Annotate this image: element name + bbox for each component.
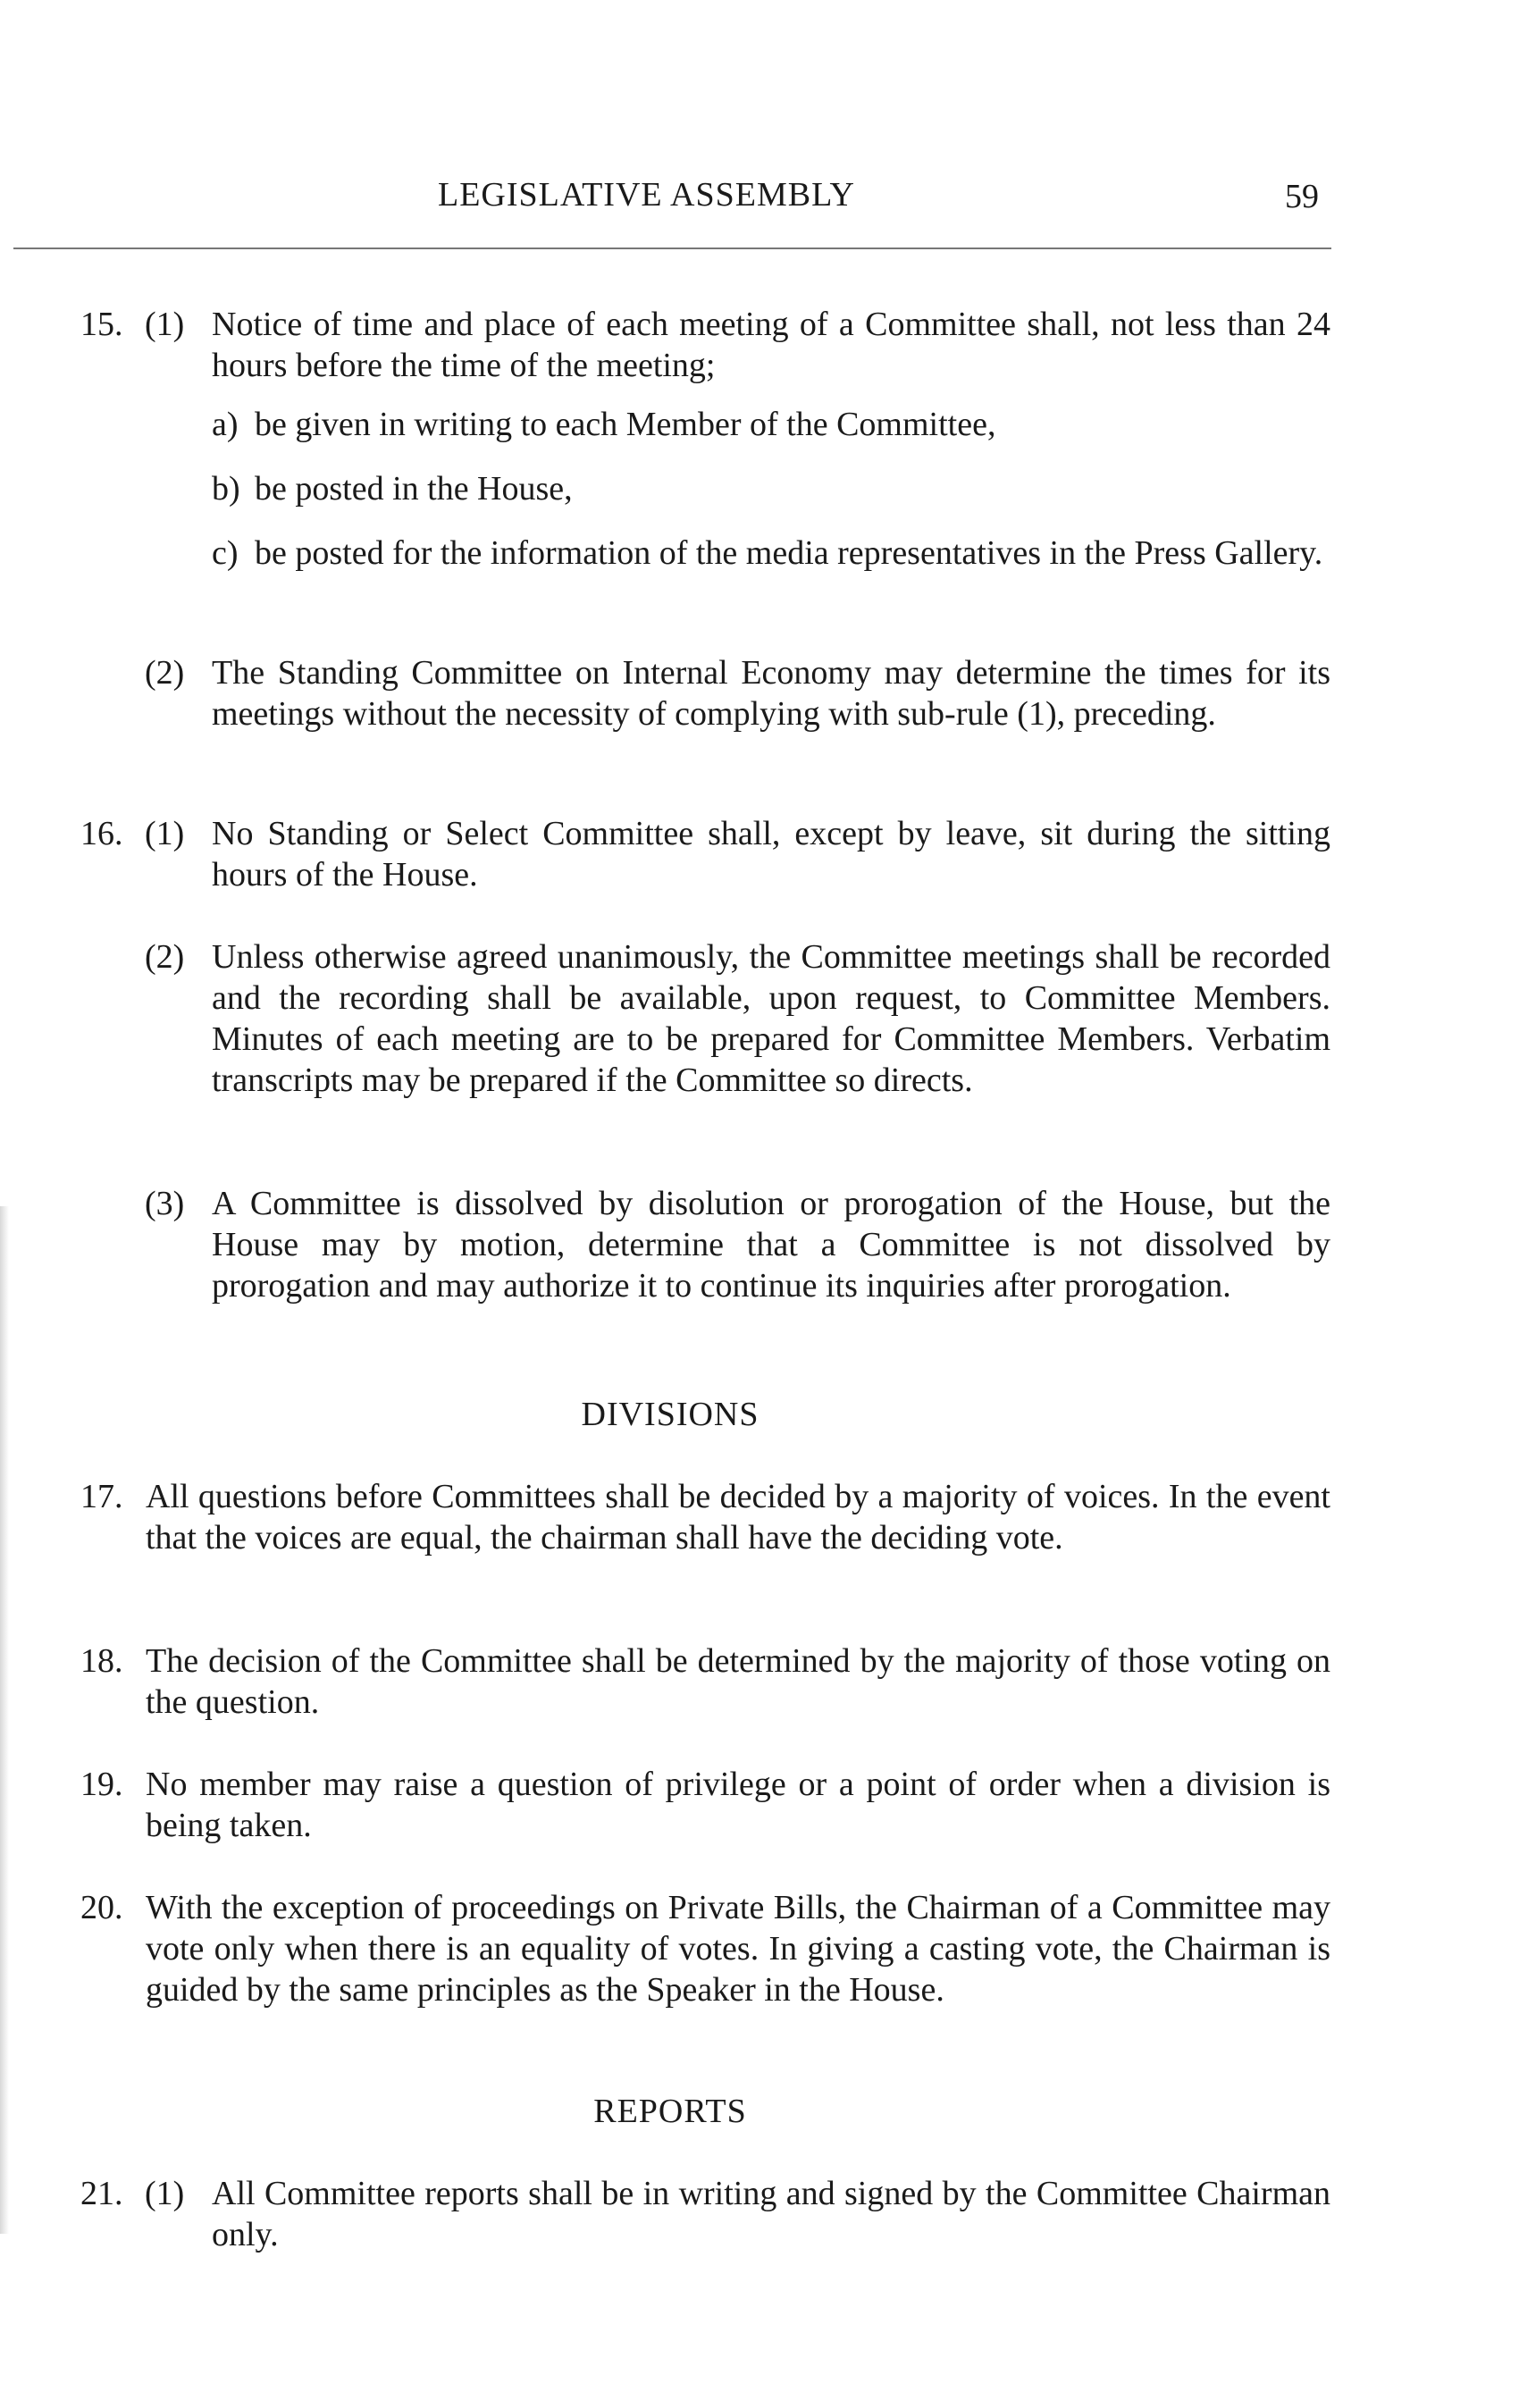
subrule-text: No Standing or Select Committee shall, except by leave, sit during the sitting hours of the House. xyxy=(212,815,1330,894)
item-label: a) xyxy=(212,406,239,443)
rule-text: All questions before Committees shall be decided by a majority of voices. In the event that the voices are equal, the chairman shall have the deciding vote. xyxy=(146,1478,1330,1556)
header-rule xyxy=(13,248,1331,249)
subrule-text: The Standing Committee on Internal Economy may determine the times for its meetings without the necessity of complying with sub-rule (1), preceding. xyxy=(212,654,1330,733)
subrule-text: Notice of time and place of each meeting of a Committee shall, not less than 24 hours before the time of the meeting; xyxy=(212,306,1330,384)
rule-number: 21. xyxy=(80,2175,123,2212)
item-text: be posted for the information of the media representatives in the Press Gallery. xyxy=(255,534,1323,572)
section-heading-text: REPORTS xyxy=(593,2093,747,2130)
item-label: b) xyxy=(212,470,240,508)
running-header xyxy=(0,175,1331,229)
rule-text: No member may raise a question of privilege or a point of order when a division is being taken. xyxy=(146,1766,1330,1844)
item-text: be given in writing to each Member of the Committee, xyxy=(255,406,996,443)
subrule-number: (2) xyxy=(145,938,185,976)
subrule-text: All Committee reports shall be in writing and signed by the Committee Chairman only. xyxy=(212,2175,1330,2253)
section-heading-reports xyxy=(0,2091,1340,2132)
subrule-number: (1) xyxy=(145,2175,185,2212)
subrule-number: (1) xyxy=(145,306,185,343)
subrule-text: Unless otherwise agreed unanimously, the Committee meetings shall be recorded and the recording shall be available, upon request, to Committee Members. Minutes of each meeting are to be prepared for Committee Members. Verbatim transcripts may be prepared if the Committee so directs. xyxy=(212,938,1330,1099)
rule-number: 15. xyxy=(80,306,123,343)
item-label: c) xyxy=(212,534,239,572)
item-text: be posted in the House, xyxy=(255,470,573,508)
subrule-number: (3) xyxy=(145,1185,185,1222)
rule-number: 18. xyxy=(80,1642,123,1680)
subrule-text: A Committee is dissolved by disolution or prorogation of the House, but the House may by motion, determine that a Committee is not dissolved by prorogation and may authorize it to continue its inquiries after prorogation. xyxy=(212,1185,1330,1305)
page-edge-shadow xyxy=(0,1206,9,2234)
subrule-number: (2) xyxy=(145,654,185,692)
page-number: 59 xyxy=(1285,178,1319,215)
subrule-number: (1) xyxy=(145,815,185,852)
rule-number: 17. xyxy=(80,1478,123,1515)
rule-number: 19. xyxy=(80,1766,123,1803)
rule-text: The decision of the Committee shall be determined by the majority of those voting on the question. xyxy=(146,1642,1330,1721)
running-title: LEGISLATIVE ASSEMBLY xyxy=(438,176,855,214)
rule-number: 16. xyxy=(80,815,123,852)
rule-text: With the exception of proceedings on Private Bills, the Chairman of a Committee may vote only when there is an equality of votes. In giving a casting vote, the Chairman is guided by the same principles as the Speaker in the House. xyxy=(146,1889,1330,2009)
rule-number: 20. xyxy=(80,1889,123,1926)
section-heading-divisions xyxy=(0,1394,1340,1435)
section-heading-text: DIVISIONS xyxy=(581,1396,760,1433)
